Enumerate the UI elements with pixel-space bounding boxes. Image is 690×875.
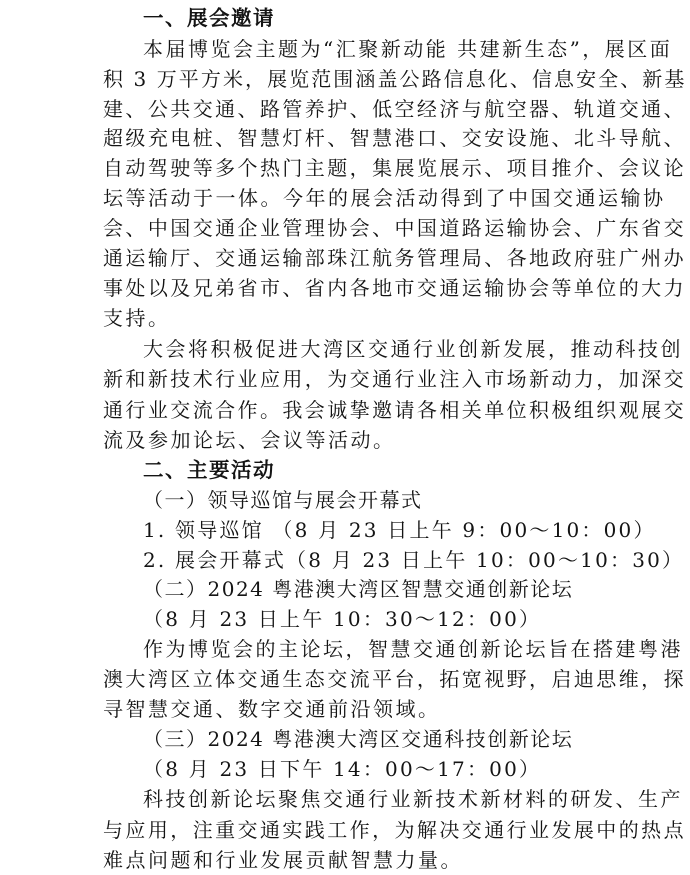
event-time: （8 月 23 日下午 14：00～17：00） (143, 757, 542, 781)
section-heading-invitation: 一、展会邀请 (143, 6, 275, 30)
paragraph-line: 会、中国交通企业管理协会、中国道路运输协会、广东省交 (103, 216, 686, 240)
paragraph-line: 作为博览会的主论坛，智慧交通创新论坛旨在搭建粤港 (143, 637, 683, 661)
paragraph-line: 通行业交流合作。我会诚挚邀请各相关单位积极组织观展交 (103, 398, 686, 422)
paragraph-line: 超级充电桩、智慧灯杆、智慧港口、交安设施、北斗导航、 (103, 126, 686, 150)
list-item: 1. 领导巡馆 （8 月 23 日上午 9：00～10：00） (143, 518, 656, 542)
paragraph-line: 澳大湾区立体交通生态交流平台，拓宽视野，启迪思维，探 (103, 667, 686, 691)
paragraph-line: 大会将积极促进大湾区交通行业创新发展，推动科技创 (143, 337, 683, 361)
paragraph-line: 积 3 万平方米，展览范围涵盖公路信息化、信息安全、新基 (103, 67, 687, 91)
paragraph-line: 难点问题和行业发展贡献智慧力量。 (103, 848, 463, 872)
paragraph-line: 科技创新论坛聚焦交通行业新技术新材料的研发、生产 (143, 787, 683, 811)
subsection-title: （二）2024 粤港澳大湾区智慧交通创新论坛 (143, 577, 574, 601)
paragraph-line: 自动驾驶等多个热门主题，集展览展示、项目推介、会议论 (103, 156, 686, 180)
paragraph-line: 流及参加论坛、会议等活动。 (103, 428, 396, 452)
paragraph-line: 新和新技术行业应用，为交通行业注入市场新动力，加深交 (103, 367, 686, 391)
paragraph-line: 通运输厅、交通运输部珠江航务管理局、各地政府驻广州办 (103, 246, 686, 270)
paragraph-line: 支持。 (103, 306, 171, 330)
paragraph-line: 与应用，注重交通实践工作，为解决交通行业发展中的热点 (103, 818, 686, 842)
paragraph-line: 本届博览会主题为“汇聚新动能 共建新生态”，展区面 (143, 37, 673, 61)
section-heading-main-activities: 二、主要活动 (143, 458, 275, 482)
paragraph-line: 坛等活动于一体。今年的展会活动得到了中国交通运输协 (103, 186, 666, 210)
event-time: （8 月 23 日上午 10：30～12：00） (143, 607, 542, 631)
paragraph-line: 建、公共交通、路管养护、低空经济与航空器、轨道交通、 (103, 97, 686, 121)
paragraph-line: 寻智慧交通、数字交通前沿领域。 (103, 697, 441, 721)
subsection-title: （一）领导巡馆与展会开幕式 (143, 488, 423, 512)
subsection-title: （三）2024 粤港澳大湾区交通科技创新论坛 (143, 727, 574, 751)
list-item: 2. 展会开幕式（8 月 23 日上午 10：00～10：30） (143, 548, 685, 572)
paragraph-line: 事处以及兄弟省市、省内各地市交通运输协会等单位的大力 (103, 276, 686, 300)
